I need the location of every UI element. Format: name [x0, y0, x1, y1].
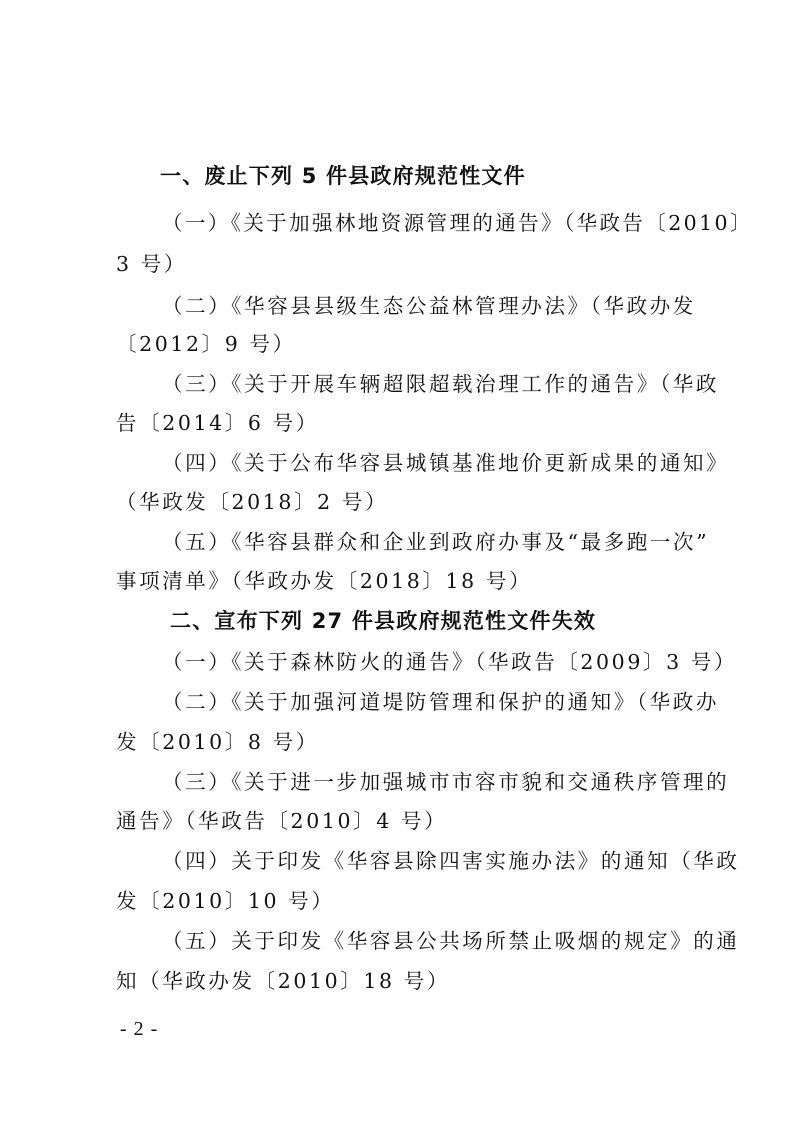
list-item-line: 3 号） [116, 252, 187, 276]
list-item-line: （四）《关于公布华容县城镇基准地价更新成果的通知》 [162, 451, 730, 475]
page-number: - 2 - [120, 1018, 159, 1040]
section-heading: 一、废止下列 5 件县政府规范性文件 [160, 164, 526, 188]
list-item-line: （三）《关于进一步加强城市市容市貌和交通秩序管理的 [162, 770, 730, 794]
list-item-line: （二）《华容县县级生态公益林管理办法》（华政办发 [162, 294, 696, 318]
list-item-line: 知（华政办发〔2010〕18 号） [116, 969, 450, 993]
list-item-line: （一）《关于森林防火的通告》（华政告〔2009〕3 号） [162, 650, 738, 674]
section-heading: 二、宣布下列 27 件县政府规范性文件失效 [170, 609, 597, 633]
list-item-line: 发〔2010〕10 号） [116, 889, 335, 913]
list-item-line: （一）《关于加强林地资源管理的通告》（华政告〔2010〕 [162, 211, 753, 235]
list-item-line: 告〔2014〕6 号） [116, 411, 319, 435]
list-item-line: 发〔2010〕8 号） [116, 730, 319, 754]
list-item-line: 通告》（华政告〔2010〕4 号） [116, 809, 448, 833]
list-item-line: （四）关于印发《华容县除四害实施办法》的通知（华政 [162, 849, 740, 873]
list-item-line: （华政发〔2018〕2 号） [116, 490, 389, 514]
list-item-line: （五）《华容县群众和企业到政府办事及“最多跑一次” [162, 530, 710, 554]
list-item-line: （五）关于印发《华容县公共场所禁止吸烟的规定》的通 [162, 929, 740, 953]
list-item-line: （二）《关于加强河道堤防管理和保护的通知》（华政办 [162, 690, 719, 714]
list-item-line: 事项清单》（华政办发〔2018〕18 号） [116, 569, 533, 593]
list-item-line: （三）《关于开展车辆超限超载治理工作的通告》（华政 [162, 372, 719, 396]
list-item-line: 〔2012〕9 号） [116, 332, 296, 356]
